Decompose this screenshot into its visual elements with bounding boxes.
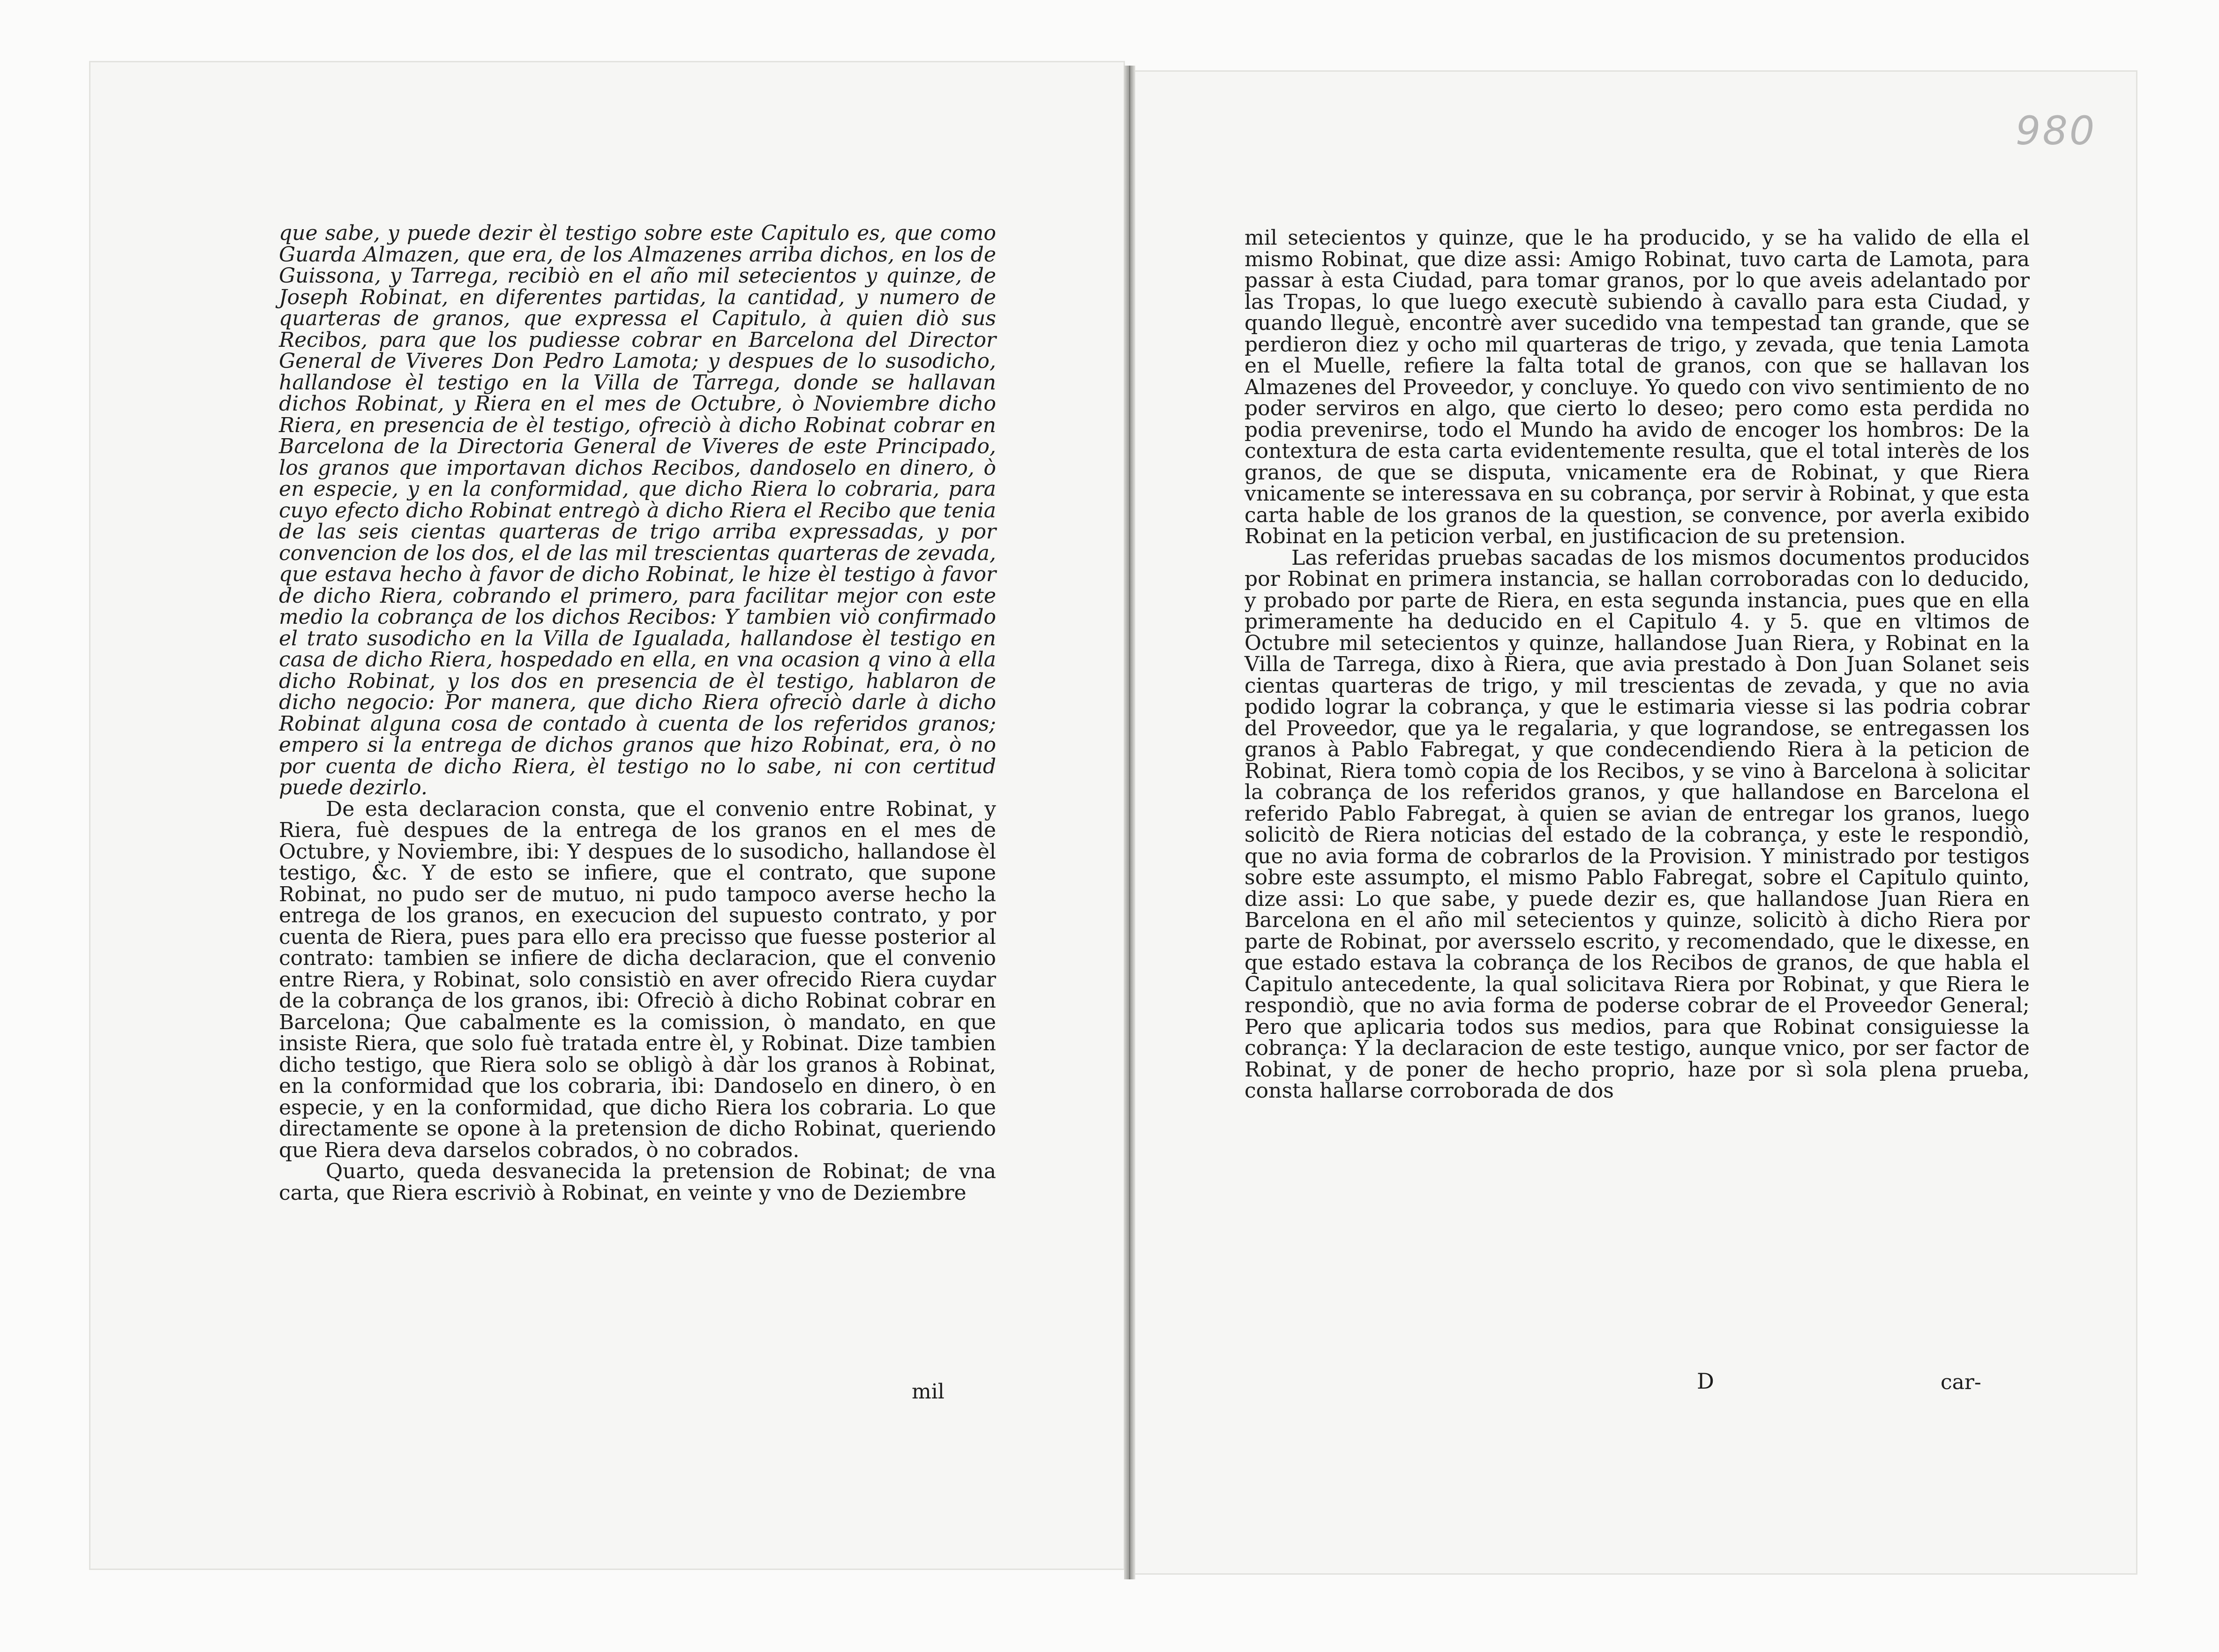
book-gutter — [1124, 66, 1135, 1579]
left-paragraph-1: que sabe, y puede dezir èl testigo sobre este Capitulo es, que como Guarda Almazen, que era, de los Almazenes arriba dichos, en los de Guissona, y Tarrega, recibiò en el año mil setecientos y quinze, de Joseph Robinat, en diferentes partidas, la cantidad, y numero de quarteras de granos, que expressa el Capitulo, à quien diò sus Recibos, para que los pudiesse cobrar en Barcelona del Director General de Viveres Don Pedro Lamota; y despues de lo susodicho, hallandose èl testigo en la Villa de Tarrega, donde se hallavan dichos Robinat, y Riera en el mes de Octubre, ò Noviembre dicho Riera, en presencia de èl testigo, ofreciò à dicho Robinat cobrar en Barcelona de la Directoria General de Viveres de este Principado, los granos que importavan dichos Recibos, dandoselo en dinero, ò en especie, y en la conformidad, que dicho Riera lo cobraria, para cuyo efecto dicho Robinat entregò à dicho Riera el Recibo que tenia de las seis cientas quarteras de trigo arriba expressadas, y por convencion de los dos, el de las mil trescientas quarteras de zevada, que estava hecho à favor de dicho Robinat, le hize èl testigo à favor de dicho Riera, cobrando el primero, para facilitar mejor con este medio la cobrança de los dichos Recibos: Y tambien viò confirmado el trato susodicho en la Villa de Igualada, hallandose èl testigo en casa de dicho Riera, hospedado en ella, en vna ocasion q vino à ella dicho Robinat, y los dos en presencia de èl testigo, hablaron de dicho negocio: Por manera, que dicho Riera ofreciò darle à dicho Robinat alguna cosa de contado à cuenta de los referidos granos; empero si la entrega de dichos granos que hizo Robinat, era, ò no por cuenta de dicho Riera, èl testigo no lo sabe, ni con certitud puede dezirlo. — [279, 221, 996, 800]
right-paragraph-1: mil setecientos y quinze, que le ha producido, y se ha valido de ella el mismo Robinat, que dize assi: Amigo Robinat, tuvo carta de Lamota, para passar à esta Ciudad, para tomar granos, por lo que aveis adelantado por las Tropas, lo que luego executè subiendo à cavallo para esta Ciudad, y quando lleguè, encontrè aver sucedido vna tempestad tan grande, que se perdieron diez y ocho mil quarteras de trigo, y zevada, que tenia Lamota en el Muelle, refiere la falta total de granos, con que se hallavan los Almazenes del Proveedor, y concluye. Yo quedo con vivo sentimiento de no poder serviros en algo, que cierto lo deseo; pero como esta perdida no podia prevenirse, todo el Mundo ha avido de encoger los hombros: De la contextura de esta carta evidentemente resulta, que el total interès de los granos, de que se disputa, vnicamente era de Robinat, y que Riera vnicamente se interessava en su cobrança, por servir à Robinat, y que esta carta hable de los granos de la question, se convence, por averla exibido Robinat en la peticion verbal, en justificacion de su pretension. — [1244, 226, 2030, 548]
right-catchword: car- — [1941, 1370, 1981, 1394]
right-paragraph-2: Las referidas pruebas sacadas de los mismos documentos producidos por Robinat en primera instancia, se hallan corroboradas con lo deducido, y probado por parte de Riera, en esta segunda instancia, pues que en ella primeramente ha deducido en el Capitulo 4. y 5. que en vltimos de Octubre mil setecientos y quinze, hallandose Juan Riera, y Robinat en la Villa de Tarrega, dixo à Riera, que avia prestado à Don Juan Solanet seis cientas quarteras de trigo, y mil trescientas de zevada, y que no avia podido lograr la cobrança, y que le estimaria viesse si las podria cobrar del Proveedor, que ya le regalaria, y que lograndose, se entregassen los granos à Pablo Fabregat, y que condecendiendo Riera à la peticion de Robinat, Riera tomò copia de los Recibos, y se vino à Barcelona à solicitar la cobrança de los referidos granos, y que hallandose en Barcelona el referido Pablo Fabregat, à quien se avian de entregar los granos, luego solicitò de Riera noticias del estado de la cobrança, y este le respondiò, que no avia forma de cobrarlos de la Provision. Y ministrado por testigos sobre este assumpto, el mismo Pablo Fabregat, sobre el Capitulo quinto, dize assi: Lo que sabe, y puede dezir es, que hallandose Juan Riera en Barcelona en el año mil setecientos y quinze, solicitò à dicho Riera por parte de Robinat, por aversselo escrito, y recomendado, que le dixesse, en que estado estava la cobrança de los Recibos de granos, de que habla el Capitulo antecedente, la qual solicitava Riera por Robinat, y que Riera le respondiò, que no avia forma de poderse cobrar de el Proveedor General; Pero que aplicaria todos sus medios, para que Robinat consiguiesse la cobrança: Y la declaracion de este testigo, aunque vnico, por ser factor de Robinat, y de poner de hecho proprio, haze por sì sola plena prueba, consta hallarse corroborada de dos — [1244, 546, 2030, 1103]
left-paragraph-3: Quarto, queda desvanecida la pretension de Robinat; de vna carta, que Riera escriviò à Robinat, en veinte y vno de Deziembre — [279, 1159, 996, 1205]
left-catchword: mil — [912, 1380, 945, 1404]
left-page-text-column — [279, 223, 996, 1203]
right-page-text-column — [1244, 227, 2030, 1102]
signature-mark: D — [1697, 1368, 1714, 1394]
left-paragraph-2: De esta declaracion consta, que el convenio entre Robinat, y Riera, fuè despues de la entrega de los granos en el mes de Octubre, y Noviembre, ibi: Y despues de lo susodicho, hallandose èl testigo, &c. Y de esto se infiere, que el contrato, que supone Robinat, no pudo ser de mutuo, ni pudo tampoco averse hecho la entrega de los granos, en execucion del supuesto contrato, y por cuenta de Riera, pues para ello era precisso que fuesse posterior al contrato: tambien se infiere de dicha declaracion, que el convenio entre Riera, y Robinat, solo consistiò en aver ofrecido Riera cuydar de la cobrança de los granos, ibi: Ofreciò à dicho Robinat cobrar en Barcelona; Que cabalmente es la comission, ò mandato, en que insiste Riera, que solo fuè tratada entre èl, y Robinat. Dize tambien dicho testigo, que Riera solo se obligò à dàr los granos à Robinat, en la conformidad que los cobraria, ibi: Dandoselo en dinero, ò en especie, y en la conformidad, que dicho Riera los cobraria. Lo que directamente se opone à la pretension de dicho Robinat, queriendo que Riera deva darselos cobrados, ò no cobrados. — [279, 797, 996, 1162]
folio-number: 980 — [2016, 108, 2097, 154]
